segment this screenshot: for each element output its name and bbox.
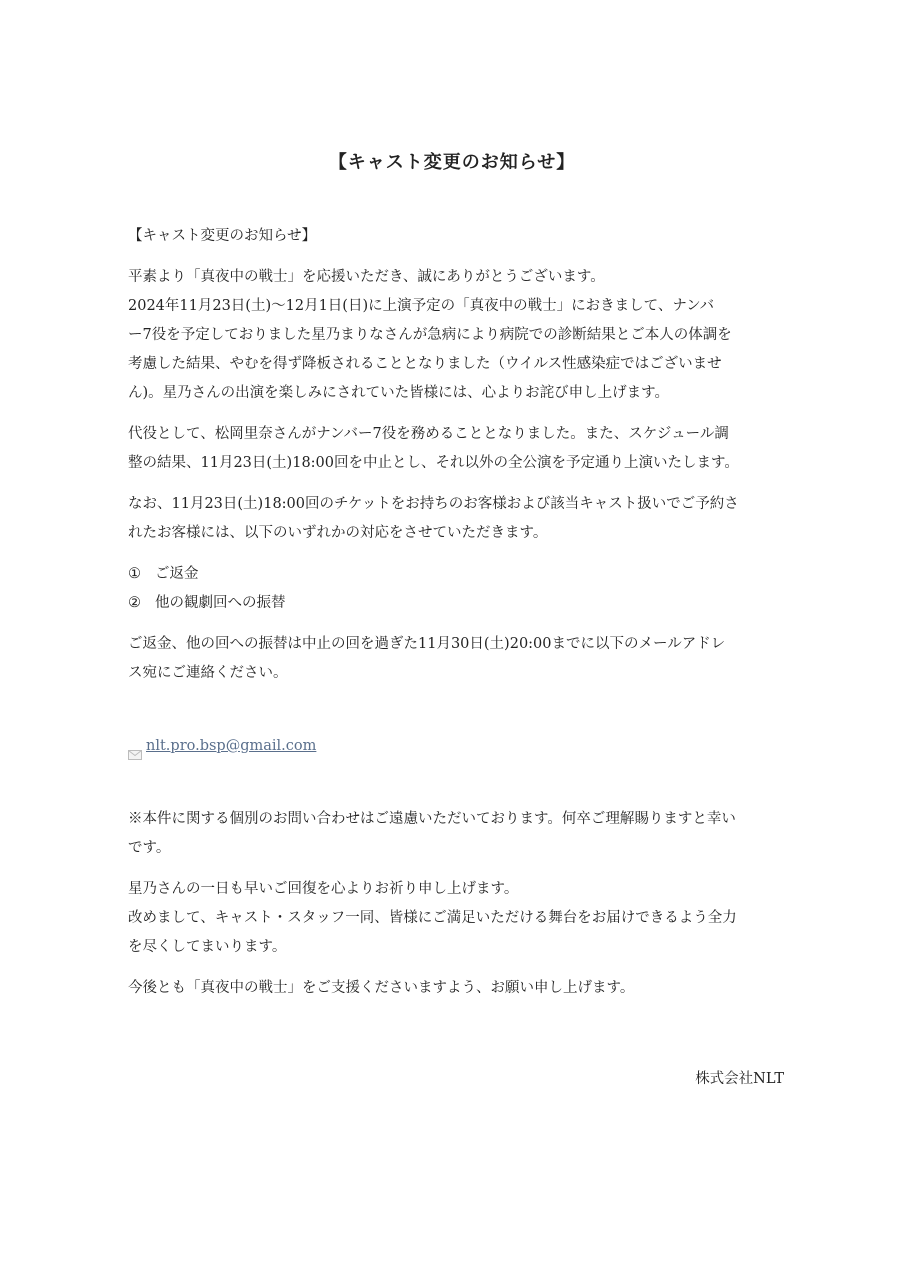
closing-line: 今後とも「真夜中の戦士」をご支援くださいますよう、お願い申し上げます。 (128, 980, 635, 996)
envelope-icon (128, 742, 142, 752)
intro-line: 平素より「真夜中の戦士」を応援いただき、誠にありがとうございます。 (128, 269, 605, 285)
note-line: です。 (128, 840, 171, 856)
paragraph-3-line: れたお客様には、以下のいずれかの対応をさせていただきます。 (128, 525, 548, 541)
closing-line: 改めまして、キャスト・スタッフ一同、皆様にご満足いただける舞台をお届けできるよう全力 (128, 910, 737, 926)
document-title: 【キャスト変更のお知らせ】 (328, 152, 576, 173)
email-link[interactable]: nlt.pro.bsp@gmail.com (146, 738, 317, 754)
option-text: ご返金 (155, 566, 199, 582)
option-text: 他の観劇回への振替 (155, 595, 286, 611)
paragraph-2-line: 代役として、松岡里奈さんがナンバー7役を務めることとなりました。また、スケジュール調 (128, 426, 729, 442)
closing-line: 星乃さんの一日も早いご回復を心よりお祈り申し上げます。 (128, 881, 519, 897)
paragraph-1-line: ー7役を予定しておりました星乃まりなさんが急病により病院での診断結果とご本人の体調を (128, 327, 732, 343)
option-marker: ① (128, 566, 141, 582)
closing-line: を尽くしてまいります。 (128, 939, 287, 955)
paragraph-4-line: ス宛にご連絡ください。 (128, 665, 288, 681)
note-line: ※本件に関する個別のお問い合わせはご遠慮いただいております。何卒ご理解賜りますと幸い (128, 811, 736, 827)
paragraph-4-line: ご返金、他の回への振替は中止の回を過ぎた11月30日(土)20:00までに以下のメールアドレ (128, 636, 726, 652)
document-body (128, 222, 784, 1094)
paragraph-1-line: 考慮した結果、やむを得ず降板されることとなりました（ウイルス性感染症ではございませ (128, 356, 722, 372)
paragraph-2-line: 整の結果、11月23日(土)18:00回を中止とし、それ以外の全公演を予定通り上演いたします。 (128, 455, 739, 471)
option-item-transfer (128, 589, 784, 618)
option-marker: ② (128, 595, 141, 611)
subtitle: 【キャスト変更のお知らせ】 (128, 228, 317, 244)
paragraph-1-line: 2024年11月23日(土)〜12月1日(日)に上演予定の「真夜中の戦士」におきまして、ナンバ (128, 298, 715, 314)
signature: 株式会社NLT (695, 1071, 784, 1087)
email-row (128, 732, 784, 761)
paragraph-3-line: なお、11月23日(土)18:00回のチケットをお持ちのお客様および該当キャスト扱いでご予約さ (128, 496, 739, 512)
option-item-refund (128, 560, 784, 589)
paragraph-1-line: ん)。星乃さんの出演を楽しみにされていた皆様には、心よりお詫び申し上げます。 (128, 385, 669, 401)
